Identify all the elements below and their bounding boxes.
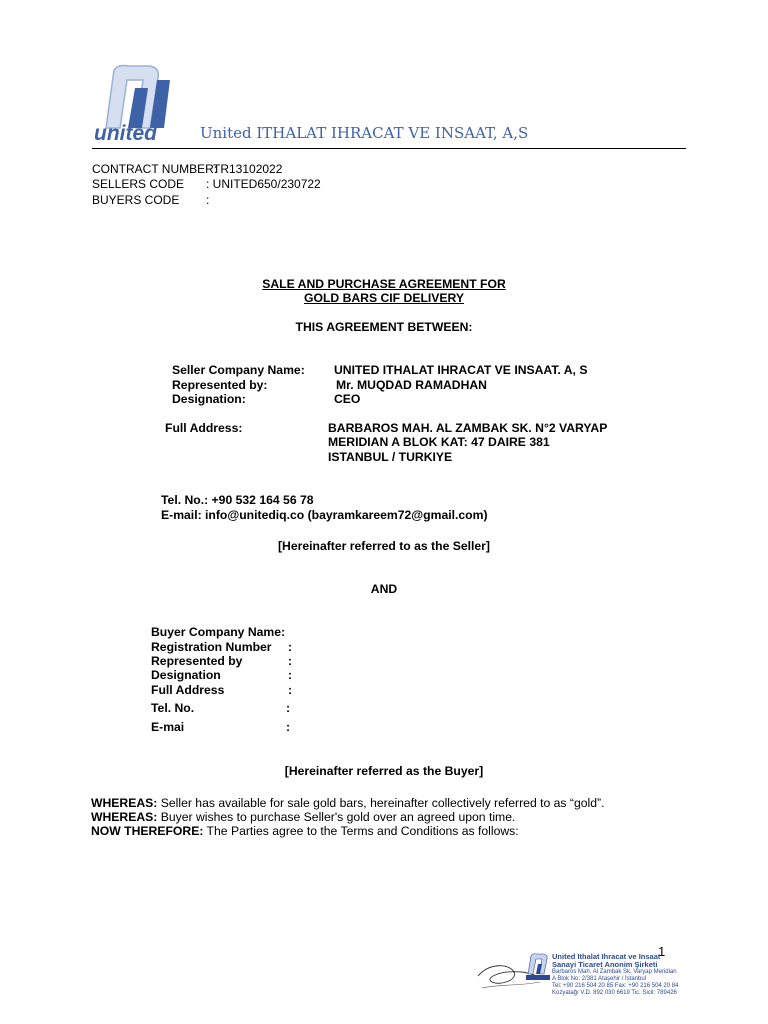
agreement-title-line1: SALE AND PURCHASE AGREEMENT FOR (262, 277, 506, 291)
page-number: 1 (658, 944, 666, 959)
stamp-detail-line: Tel: +90 216 504 20 85 Fax: +90 216 504 20 84 (552, 983, 679, 990)
stamp-title-line: Sanayi Ticaret Anonim Şirketi (552, 960, 658, 970)
recital-paragraph (91, 824, 519, 838)
company-header-title: United ITHALAT IHRACAT VE INSAAT, A,S (200, 124, 529, 142)
stamp-detail-line: A Blok No: 2/381 Ataşehir / İstanbul (552, 976, 647, 983)
buyer-telephone-value: : (286, 701, 291, 715)
buyer-referred-note: [Hereinafter referred as the Buyer] (284, 764, 484, 778)
seller-referred-note: [Hereinafter referred to as the Seller] (277, 539, 490, 553)
sellers-code-label: SELLERS CODE (92, 177, 185, 191)
seller-represented-label: Represented by: (172, 378, 268, 392)
buyer-email-value: : (286, 720, 291, 734)
seller-address-line: BARBAROS MAH. AL ZAMBAK SK. N°2 VARYAP (328, 421, 608, 435)
recital-lead: WHEREAS: (91, 810, 158, 824)
recital-text: Buyer wishes to purchase Seller's gold over an agreed upon time. (157, 810, 516, 824)
seller-company-value: UNITED ITHALAT IHRACAT VE INSAAT. A, S (334, 363, 588, 377)
buyers-code-label: BUYERS CODE (92, 193, 180, 207)
recital-lead: NOW THEREFORE: (91, 824, 204, 838)
recital-paragraph (91, 810, 515, 824)
seller-address-line: MERIDIAN A BLOK KAT: 47 DAIRE 381 (328, 435, 550, 449)
seller-email: E-mail: info@unitediq.co (bayramkareem72@gmail.com) (161, 508, 488, 522)
stamp-detail-line: Kozyatağı V.D. 892 030 6619 Tic. Sicil: 789426 (552, 990, 677, 997)
stamp-logo-icon (526, 954, 550, 980)
buyer-email-label: E-mai (151, 720, 185, 734)
contract-number-label: CONTRACT NUMBER: (92, 162, 218, 176)
header-divider (92, 148, 686, 149)
buyer-telephone-label: Tel. No. (151, 701, 195, 715)
buyer-represented-label: Represented by (151, 654, 243, 668)
sellers-code-value: : UNITED650/230722 (206, 177, 321, 191)
buyer-designation-value: : (288, 668, 293, 682)
and-separator: AND (370, 582, 398, 596)
buyers-code-value: : (206, 193, 210, 207)
stamp-text-block (552, 953, 678, 997)
buyer-designation-label: Designation (151, 668, 221, 682)
seller-telephone: Tel. No.: +90 532 164 56 78 (161, 493, 314, 507)
recital-lead: WHEREAS: (91, 796, 158, 810)
stamp-title-line: United Ithalat Ihracat ve Insaat (552, 952, 661, 961)
seller-designation-label: Designation: (172, 392, 246, 406)
agreement-title-line2: GOLD BARS CIF DELIVERY (303, 291, 465, 305)
seller-designation-value: CEO (334, 392, 361, 406)
recital-paragraph (91, 796, 604, 810)
seller-represented-value: Mr. MUQDAD RAMADHAN (336, 378, 487, 392)
buyer-address-value: : (288, 683, 293, 697)
company-logo (92, 62, 196, 146)
seller-address-label: Full Address: (165, 421, 243, 435)
seller-company-label: Seller Company Name: (172, 363, 305, 377)
contract-number-value: TR13102022 (213, 162, 283, 176)
logo-wordmark: united (94, 122, 157, 145)
buyer-address-label: Full Address (151, 683, 225, 697)
buyer-company-label: Buyer Company Name: (151, 625, 286, 639)
seller-address-line: ISTANBUL / TURKIYE (328, 450, 453, 464)
recital-text: Seller has available for sale gold bars, hereinafter collectively referred to as “gold”. (157, 796, 605, 810)
buyer-registration-value: : (288, 640, 293, 654)
buyer-registration-label: Registration Number (151, 640, 272, 654)
recital-text: The Parties agree to the Terms and Conditions as follows: (203, 824, 519, 838)
buyer-represented-value: : (288, 654, 293, 668)
agreement-between-heading: THIS AGREEMENT BETWEEN: (295, 320, 473, 334)
stamp-detail-line: Barbaros Mah. Al Zambak Sk. Varyap Meridian (552, 969, 677, 976)
